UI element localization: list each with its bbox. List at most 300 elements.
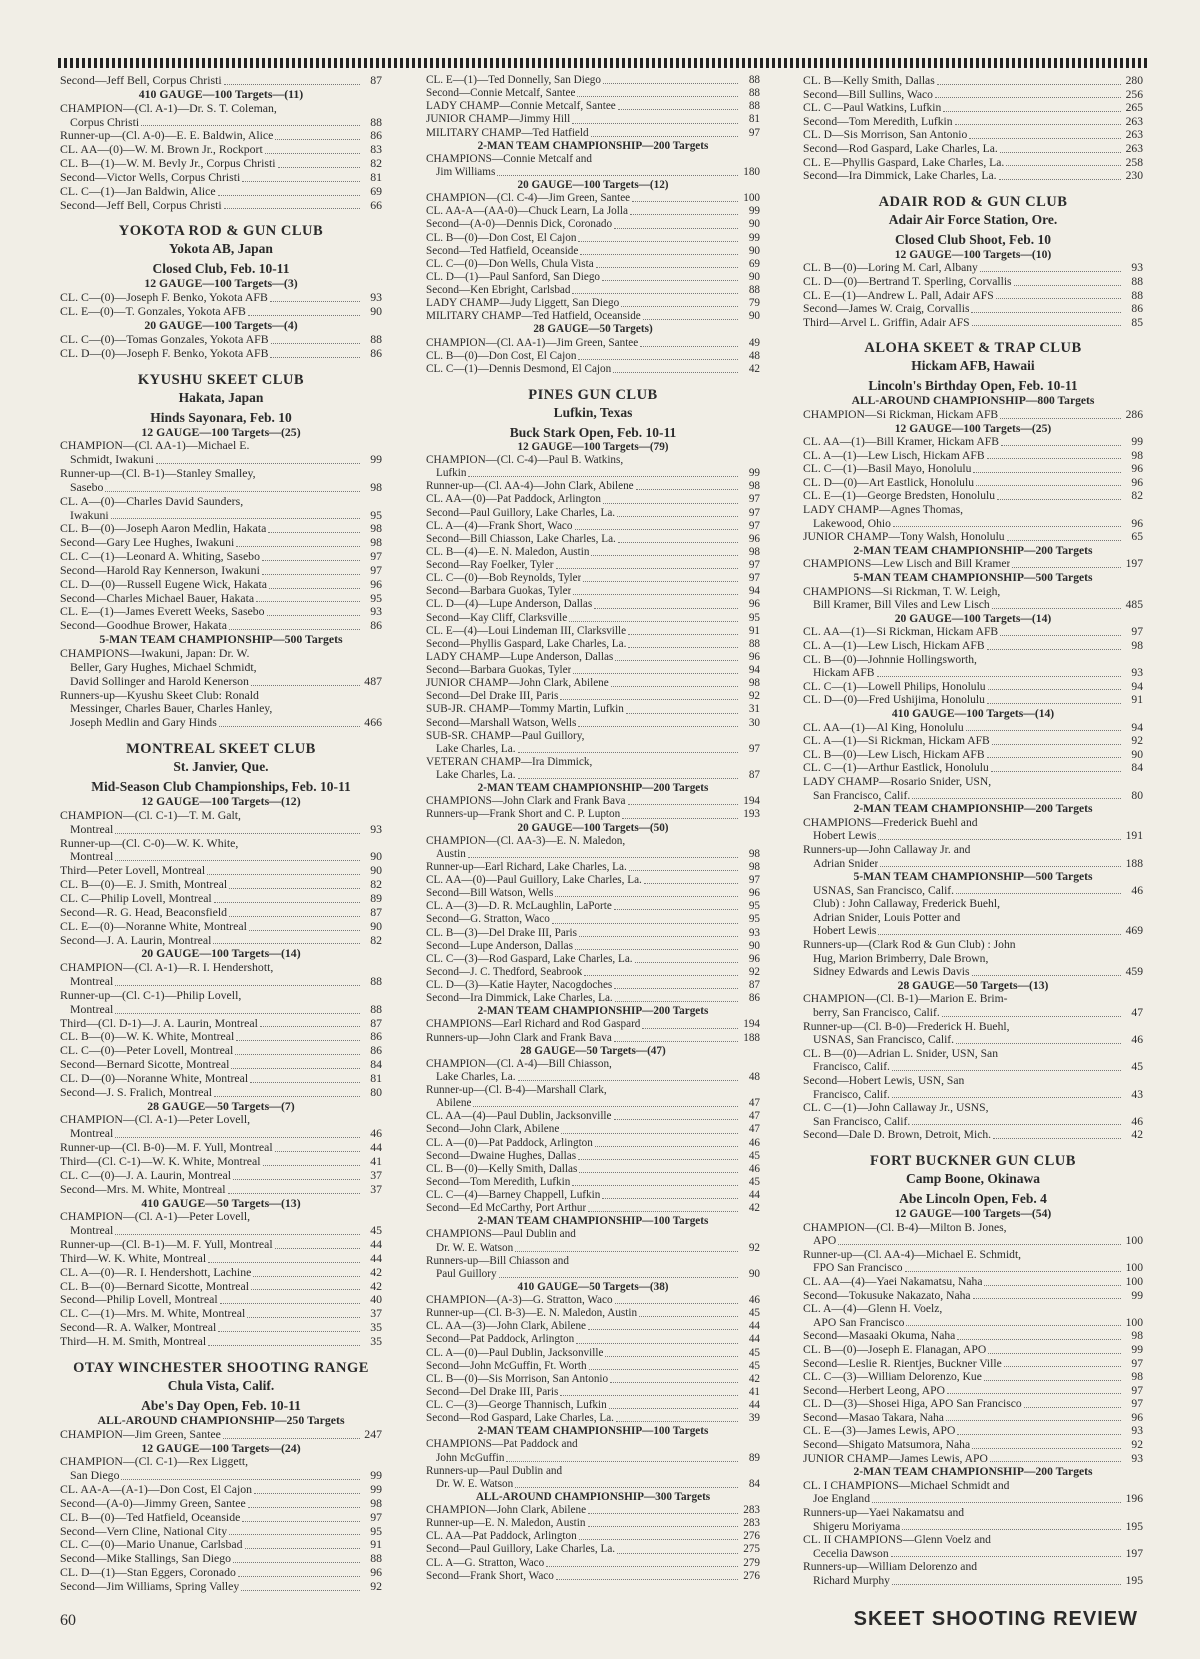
result-text: Second—Vern Cline, National City xyxy=(60,1524,228,1538)
column-2 xyxy=(426,74,760,1589)
result-text: Runners-up—John Clark and Frank Bava xyxy=(426,1031,612,1044)
result-text: Messinger, Charles Bauer, Charles Hanley, xyxy=(70,702,273,716)
page-number: 60 xyxy=(60,1612,76,1629)
event-name: Closed Club Shoot, Feb. 10 xyxy=(894,231,1052,247)
result-line xyxy=(803,1275,1143,1289)
dot-leader xyxy=(997,499,1121,500)
result-line xyxy=(803,843,1143,857)
dot-leader xyxy=(115,860,360,861)
result-line xyxy=(803,1302,1143,1316)
result-text: CL. II CHAMPIONS—Glenn Voelz and xyxy=(803,1533,991,1547)
dot-leader xyxy=(268,532,360,533)
result-text: CHAMPIONS—Paul Dublin and xyxy=(426,1228,576,1241)
dot-leader xyxy=(956,1043,1121,1044)
result-line xyxy=(426,1018,760,1031)
result-line xyxy=(60,495,382,509)
score: 98 xyxy=(748,860,760,873)
result-text: Second—Tokusuke Nakazato, Naha xyxy=(803,1288,971,1302)
result-line xyxy=(426,756,760,769)
result-text: Second—Harold Ray Kennerson, Iwakuni xyxy=(60,563,260,577)
score: 97 xyxy=(1131,1397,1143,1411)
result-continuation xyxy=(426,1242,760,1255)
column-3 xyxy=(803,74,1143,1594)
dot-leader xyxy=(263,1165,360,1166)
event-heading: 5-MAN TEAM CHAMPIONSHIP—500 Targets xyxy=(853,870,1093,884)
result-text: Second—Rod Gaspard, Lake Charles, La. xyxy=(803,141,998,155)
dot-leader xyxy=(942,1016,1121,1017)
score: 49 xyxy=(748,336,760,349)
result-line xyxy=(60,1141,382,1155)
result-line xyxy=(803,503,1143,517)
result-text: CL. B—(0)—W. K. White, Montreal xyxy=(60,1030,235,1044)
score: 80 xyxy=(370,1085,382,1099)
results-section xyxy=(60,371,382,731)
result-continuation xyxy=(426,166,760,179)
result-line xyxy=(60,592,382,606)
dot-leader xyxy=(572,123,738,124)
result-line xyxy=(803,1074,1143,1088)
result-text: CHAMPIONS—Earl Richard and Rod Gaspard xyxy=(426,1018,641,1031)
result-text: CL. C—(0)—Peter Lovell, Montreal xyxy=(60,1044,234,1058)
club-name: ADAIR ROD & GUN CLUB xyxy=(878,193,1068,210)
dot-leader xyxy=(615,1303,738,1304)
score: 86 xyxy=(370,1044,382,1058)
event-heading: 410 GAUGE—50 Targets—(38) xyxy=(517,1280,669,1293)
dot-leader xyxy=(991,771,1121,772)
score: 88 xyxy=(748,637,760,650)
result-line xyxy=(426,480,760,493)
score: 99 xyxy=(748,231,760,244)
result-line xyxy=(803,115,1143,129)
score: 65 xyxy=(1131,530,1143,544)
result-text: CL. A—(0)—R. I. Hendershott, Lachine xyxy=(60,1265,252,1279)
score: 42 xyxy=(748,362,760,375)
dot-leader xyxy=(256,601,360,602)
result-text: CL. B—(0)—Lew Lisch, Hickam AFB xyxy=(803,747,985,761)
score: 40 xyxy=(370,1293,382,1307)
score: 99 xyxy=(1131,1342,1143,1356)
score: 469 xyxy=(1125,924,1143,938)
result-line xyxy=(60,199,382,213)
result-text: CL. C—(1)—Jan Baldwin, Alice xyxy=(60,184,216,198)
dot-leader xyxy=(238,1576,360,1577)
result-text: San Diego xyxy=(70,1469,120,1483)
result-text: Second—(A-0)—Jimmy Green, Santee xyxy=(60,1496,246,1510)
result-line xyxy=(426,533,760,546)
dot-leader xyxy=(611,686,738,687)
result-text: Second—Charles Michael Bauer, Hakata xyxy=(60,591,255,605)
dot-leader xyxy=(603,83,738,84)
dot-leader xyxy=(269,588,360,589)
results-section xyxy=(60,222,382,360)
result-line xyxy=(803,1533,1143,1547)
score: 100 xyxy=(1125,1315,1143,1329)
result-text: CL. C—(1)—John Callaway Jr., USNS, xyxy=(803,1101,989,1115)
dot-leader xyxy=(515,1251,738,1252)
result-line xyxy=(60,1566,382,1580)
dot-leader xyxy=(560,1395,738,1396)
score: 97 xyxy=(370,563,382,577)
dot-leader xyxy=(214,1096,360,1097)
result-line xyxy=(60,605,382,619)
dot-leader xyxy=(992,608,1121,609)
result-text: Third—(Cl. C-1)—W. K. White, Montreal xyxy=(60,1155,261,1168)
dot-leader xyxy=(468,476,738,477)
score: 82 xyxy=(370,878,382,892)
results-section xyxy=(426,386,760,1583)
result-text: CL. C—(1)—Lowell Philips, Honolulu xyxy=(803,679,986,693)
result-text: Runner-up—(Cl. B-3)—E. N. Maledon, Austin xyxy=(426,1307,638,1320)
dot-leader xyxy=(499,1277,738,1278)
result-continuation xyxy=(803,1234,1143,1248)
dot-leader xyxy=(980,271,1121,272)
result-line xyxy=(803,289,1143,303)
dot-leader xyxy=(583,581,738,582)
score: 96 xyxy=(1131,516,1143,530)
dot-leader xyxy=(262,574,360,575)
result-text: CHAMPION—(Cl. A-1)—Peter Lovell, xyxy=(60,1210,251,1224)
score: 43 xyxy=(1131,1087,1143,1101)
result-continuation xyxy=(426,1097,760,1110)
result-text: Dr. W. E. Watson xyxy=(436,1477,514,1490)
result-line xyxy=(60,1538,382,1552)
score: 98 xyxy=(748,545,760,558)
result-text: Second—Bill Watson, Wells xyxy=(426,887,554,900)
result-text: Second—Bill Chiasson, Lake Charles, La. xyxy=(426,532,616,545)
event-heading: 28 GAUGE—50 Targets—(13) xyxy=(897,978,1049,992)
result-line xyxy=(803,557,1143,571)
dot-leader xyxy=(987,757,1121,758)
result-text: Runners-up—William Delorenzo and xyxy=(803,1560,978,1574)
result-text: CHAMPIONS—Lew Lisch and Bill Kramer xyxy=(803,557,1011,571)
result-text: Second—Bill Sullins, Waco xyxy=(803,87,933,101)
result-text: Second—Barbara Guokas, Tyler xyxy=(426,664,572,676)
result-line xyxy=(426,861,760,874)
result-continuation xyxy=(60,509,382,523)
dot-leader xyxy=(278,167,360,168)
dot-leader xyxy=(614,1041,738,1042)
event-heading: 2-MAN TEAM CHAMPIONSHIP—100 Targets xyxy=(477,1215,709,1228)
result-line xyxy=(60,305,382,319)
result-line xyxy=(426,258,760,271)
result-text: Runners-up—Kyushu Skeet Club: Ronald xyxy=(60,688,259,702)
score: 87 xyxy=(748,979,760,991)
score: 263 xyxy=(1125,128,1143,142)
score: 99 xyxy=(748,467,760,480)
result-text: CL. A—(1)—Lew Lisch, Hickam AFB xyxy=(803,448,985,462)
score: 44 xyxy=(748,1333,760,1346)
score: 99 xyxy=(370,453,382,467)
result-line xyxy=(803,142,1143,156)
result-line xyxy=(60,171,382,185)
result-text: CHAMPIONS—John Clark and Frank Bava xyxy=(426,795,626,808)
score: 69 xyxy=(748,257,760,270)
result-line xyxy=(426,74,760,87)
result-continuation xyxy=(60,481,382,495)
result-continuation xyxy=(426,467,760,480)
event-heading: 5-MAN TEAM CHAMPIONSHIP—500 Targets xyxy=(853,571,1093,585)
result-continuation xyxy=(803,1261,1143,1275)
result-line xyxy=(426,559,760,572)
result-text: JUNIOR CHAMP—Jimmy Hill xyxy=(426,113,571,126)
result-line xyxy=(803,530,1143,544)
score: 94 xyxy=(748,664,760,676)
result-line xyxy=(426,572,760,585)
dot-leader xyxy=(1000,418,1121,419)
result-text: Second—Paul Guillory, Lake Charles, La. xyxy=(426,1543,616,1556)
score: 91 xyxy=(748,624,760,637)
score: 88 xyxy=(370,332,382,346)
club-name: ALOHA SKEET & TRAP CLUB xyxy=(864,340,1082,357)
dot-leader xyxy=(589,1369,738,1370)
dot-leader xyxy=(580,254,738,255)
result-text: Runners-up—(Clark Rod & Gun Club) : John xyxy=(803,938,1016,952)
result-text: Lake Charles, La. xyxy=(436,742,516,755)
score: 46 xyxy=(1131,1114,1143,1128)
result-line xyxy=(426,651,760,664)
result-line xyxy=(803,775,1143,789)
result-line xyxy=(803,1506,1143,1520)
result-line xyxy=(426,205,760,218)
result-text: CHAMPION—(Cl. A-1)—Dr. S. T. Coleman, xyxy=(60,101,277,115)
score: 97 xyxy=(370,1510,382,1524)
result-text: CL. A—(1)—Si Rickman, Hickam AFB xyxy=(803,734,990,748)
result-text: Runner-up—(Cl. A-0)—E. E. Baldwin, Alice xyxy=(60,129,274,143)
score: 92 xyxy=(1131,1438,1143,1452)
result-text: CL. B—(3)—Del Drake III, Paris xyxy=(426,926,577,939)
score: 47 xyxy=(748,1123,760,1136)
score: 31 xyxy=(748,703,760,716)
result-text: Hug, Marion Brimberry, Dale Brown, xyxy=(813,951,989,965)
result-text: CL. AA-A—(A-1)—Don Cost, El Cajon xyxy=(60,1483,253,1497)
result-continuation xyxy=(803,965,1143,979)
result-text: Hobert Lewis xyxy=(813,924,877,938)
result-line xyxy=(803,275,1143,289)
score: 90 xyxy=(748,244,760,257)
result-continuation xyxy=(426,848,760,861)
score: 94 xyxy=(748,585,760,598)
dot-leader xyxy=(270,301,360,302)
result-line xyxy=(426,153,760,166)
event-name: Abe Lincoln Open, Feb. 4 xyxy=(899,1190,1047,1206)
result-line xyxy=(426,1189,760,1202)
dot-leader xyxy=(275,1248,360,1249)
result-line xyxy=(426,1202,760,1215)
dot-leader xyxy=(893,526,1121,527)
result-continuation xyxy=(803,1006,1143,1020)
score: 99 xyxy=(370,1483,382,1497)
score: 83 xyxy=(370,143,382,157)
dot-leader xyxy=(275,1151,360,1152)
result-text: CHAMPIONS—Frederick Buehl and xyxy=(803,815,978,829)
result-line xyxy=(426,598,760,611)
dot-leader xyxy=(556,568,738,569)
result-text: CL. C—(3)—William Delorenzo, Kue xyxy=(803,1370,982,1384)
result-line xyxy=(426,690,760,703)
dot-leader xyxy=(615,660,738,661)
score: 96 xyxy=(1131,462,1143,476)
result-line xyxy=(803,169,1143,183)
result-line xyxy=(60,1210,382,1224)
dot-leader xyxy=(993,1138,1121,1139)
event-heading: 2-MAN TEAM CHAMPIONSHIP—200 Targets xyxy=(853,543,1093,557)
result-text: Second—Dale D. Brown, Detroit, Mich. xyxy=(803,1128,992,1142)
result-text: Runners-up—Frank Short and C. P. Lupton xyxy=(426,808,621,821)
result-text: San Francisco, Calif. xyxy=(813,788,911,802)
result-continuation xyxy=(60,702,382,716)
result-text: CL. D—(0)—Fred Ushijima, Honolulu xyxy=(803,693,985,707)
result-text: Runners-up—Yaei Nakamatsu and xyxy=(803,1506,965,1520)
score: 39 xyxy=(748,1412,760,1425)
result-line xyxy=(426,717,760,730)
score: 92 xyxy=(1131,734,1143,748)
result-continuation xyxy=(60,975,382,989)
result-text: CL. E—(0)—Noranne White, Montreal xyxy=(60,919,247,933)
score: 93 xyxy=(370,291,382,305)
club-name: OTAY WINCHESTER SHOOTING RANGE xyxy=(73,1359,369,1376)
dot-leader xyxy=(976,485,1121,486)
result-text: berry, San Francisco, Calif. xyxy=(813,1006,940,1020)
result-text: CL. A—(4)—Glenn H. Voelz, xyxy=(803,1302,943,1316)
event-heading: 20 GAUGE—100 Targets—(14) xyxy=(894,611,1052,625)
result-line xyxy=(803,476,1143,490)
dot-leader xyxy=(912,1124,1121,1125)
dot-leader xyxy=(588,1513,738,1514)
dot-leader xyxy=(271,343,360,344)
dot-leader xyxy=(878,839,1121,840)
result-text: Paul Guillory xyxy=(436,1267,497,1280)
result-text: Second—G. Stratton, Waco xyxy=(426,913,550,926)
score: 97 xyxy=(748,559,760,571)
result-line xyxy=(60,619,382,633)
result-text: CL. AA—(1)—Al King, Honolulu xyxy=(803,720,964,734)
result-line xyxy=(426,1386,760,1399)
result-text: Adrian Snider, Louis Potter and xyxy=(813,910,961,924)
result-continuation xyxy=(426,1071,760,1084)
result-line xyxy=(803,1397,1143,1411)
event-name: Mid-Season Club Championships, Feb. 10-11 xyxy=(91,779,351,795)
score: 100 xyxy=(1125,1274,1143,1288)
result-line xyxy=(803,1479,1143,1493)
score: 194 xyxy=(743,1018,760,1031)
result-text: VETERAN CHAMP—Ira Dimmick, xyxy=(426,755,593,768)
result-continuation xyxy=(803,952,1143,966)
dot-leader xyxy=(156,463,360,464)
dot-leader xyxy=(207,874,360,875)
result-text: CL. AA—(4)—Paul Dublin, Jacksonville xyxy=(426,1110,612,1123)
result-line xyxy=(803,1248,1143,1262)
column-1 xyxy=(60,74,382,1600)
result-line xyxy=(60,1017,382,1031)
result-text: Second—Del Drake III, Paris xyxy=(426,1385,559,1398)
dot-leader xyxy=(992,744,1121,745)
dot-leader xyxy=(552,923,738,924)
score: 48 xyxy=(748,1070,760,1083)
event-name: Abe's Day Open, Feb. 10-11 xyxy=(141,1397,301,1413)
result-continuation xyxy=(803,1033,1143,1047)
dot-leader xyxy=(115,1137,360,1138)
score: 279 xyxy=(743,1556,760,1569)
event-heading: 28 GAUGE—50 Targets—(47) xyxy=(520,1044,666,1057)
dot-leader xyxy=(614,988,738,989)
result-text: CHAMPION—(Cl. C-4)—Paul B. Watkins, xyxy=(426,454,624,466)
result-text: Francisco, Calif. xyxy=(813,1087,890,1101)
result-text: Third—W. K. White, Montreal xyxy=(60,1251,207,1265)
result-continuation xyxy=(803,857,1143,871)
event-heading: 12 GAUGE—100 Targets—(79) xyxy=(517,440,669,453)
score: 263 xyxy=(1125,114,1143,128)
result-line xyxy=(60,961,382,975)
result-line xyxy=(426,992,760,1005)
dot-leader xyxy=(569,621,738,622)
dot-leader xyxy=(1024,1407,1121,1408)
score: 87 xyxy=(370,1016,382,1030)
result-text: CL. D—(0)—Russell Eugene Wick, Hakata xyxy=(60,577,268,591)
result-line xyxy=(60,1525,382,1539)
score: 82 xyxy=(370,933,382,947)
dot-leader xyxy=(555,896,738,897)
result-text: Second—Bernard Sicotte, Montreal xyxy=(60,1058,230,1072)
dot-leader xyxy=(468,857,738,858)
dot-leader xyxy=(473,1106,738,1107)
dot-leader xyxy=(614,228,738,229)
result-line xyxy=(60,1072,382,1086)
result-text: CHAMPION—Jim Green, Santee xyxy=(60,1427,221,1441)
result-line xyxy=(426,350,760,363)
score: 45 xyxy=(748,1359,760,1372)
score: 91 xyxy=(1131,693,1143,707)
result-line xyxy=(60,689,382,703)
result-line xyxy=(60,1428,382,1442)
result-line xyxy=(60,129,382,143)
result-text: CL. AA-A—(AA-0)—Chuck Learn, La Jolla xyxy=(426,205,628,218)
result-text: CHAMPION—(Cl. AA-1)—Michael E. xyxy=(60,439,250,453)
score: 42 xyxy=(748,1372,760,1385)
score: 487 xyxy=(364,674,382,688)
dot-leader xyxy=(228,1193,360,1194)
result-line xyxy=(60,1238,382,1252)
result-line xyxy=(60,989,382,1003)
result-line xyxy=(60,1552,382,1566)
score: 98 xyxy=(370,1496,382,1510)
score: 88 xyxy=(370,1002,382,1016)
result-text: Runner-up—(Cl. B-1)—M. F. Yull, Montreal xyxy=(60,1238,273,1252)
dot-leader xyxy=(213,943,360,944)
dot-leader xyxy=(253,1276,360,1277)
result-text: CL. D—(0)—Noranne White, Montreal xyxy=(60,1071,249,1085)
score: 86 xyxy=(748,992,760,1005)
result-line xyxy=(426,808,760,821)
result-text: John McGuffin xyxy=(436,1451,505,1464)
dot-leader xyxy=(639,1316,738,1317)
result-line xyxy=(426,337,760,350)
result-line xyxy=(426,1399,760,1412)
score: 459 xyxy=(1125,965,1143,979)
result-line xyxy=(60,157,382,171)
result-continuation xyxy=(60,823,382,837)
result-text: LADY CHAMP—Rosario Snider, USN, xyxy=(803,774,992,788)
result-line xyxy=(803,1101,1143,1115)
event-heading: 28 GAUGE—50 Targets—(7) xyxy=(147,1098,295,1113)
dot-leader xyxy=(250,1082,360,1083)
result-text: CL. E—Phyllis Gaspard, Lake Charles, La. xyxy=(803,155,1005,169)
result-text: Runner-up—(Cl. AA-4)—John Clark, Abilene xyxy=(426,480,634,493)
result-text: CL. AA—(0)—Pat Paddock, Arlington xyxy=(426,493,601,506)
result-text: Cecelia Dawson xyxy=(813,1546,889,1560)
result-text: CHAMPIONS—Iwakuni, Japan: Dr. W. xyxy=(60,647,250,660)
dot-leader xyxy=(603,503,738,504)
result-text: Bill Kramer, Bill Viles and Lew Lisch xyxy=(813,598,990,612)
